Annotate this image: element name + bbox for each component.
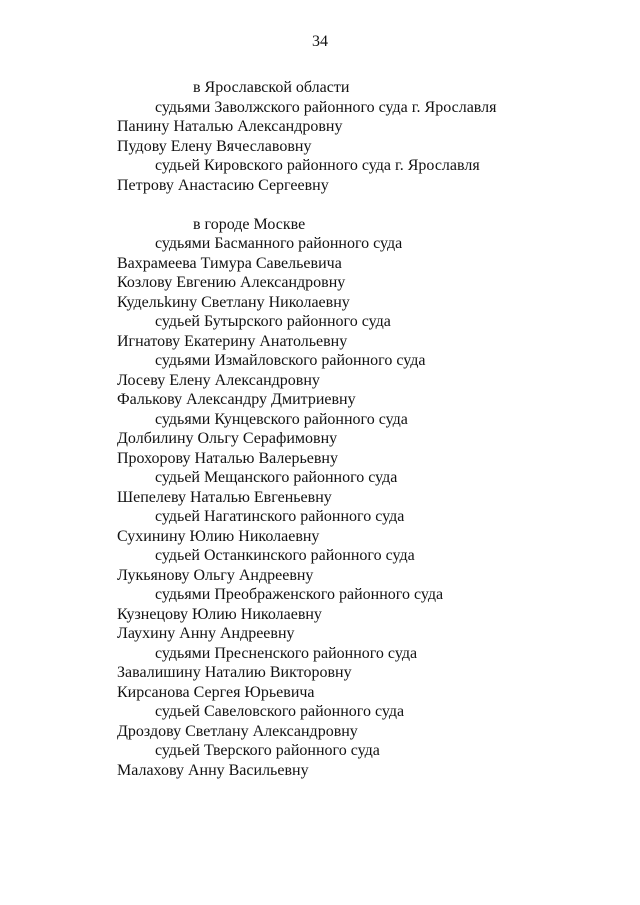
court-heading: судьей Нагатинского районного суда bbox=[155, 508, 405, 525]
judge-name: Вахрамеева Тимура Савельевича bbox=[117, 254, 342, 272]
judge-name: Шепелеву Наталью Евгеньевну bbox=[117, 488, 332, 506]
judge-name: Петрову Анастасию Сергеевну bbox=[117, 176, 329, 194]
judge-name: Фалькову Александру Дмитриевну bbox=[117, 391, 356, 408]
judge-name: Кирсанова Сергея Юрьевича bbox=[117, 683, 315, 701]
judge-name: Панину Наталью Александровну bbox=[117, 118, 343, 135]
court-heading: судьями Кунцевского районного суда bbox=[155, 410, 408, 428]
document-body bbox=[117, 78, 617, 780]
court-heading: судьями Басманного районного суда bbox=[155, 235, 403, 252]
court-heading: судьей Савеловского районного суда bbox=[155, 703, 405, 720]
court-heading: судьей Кировского районного суда г. Ярославля bbox=[155, 157, 480, 174]
judge-name: Пудову Елену Вячеславовну bbox=[117, 137, 312, 155]
court-heading: судьями Заволжского районного суда г. Ярославля bbox=[155, 98, 497, 116]
region-heading: в Ярославской области bbox=[193, 79, 350, 96]
judge-name: Кудельkину Светлану Николаевну bbox=[117, 293, 350, 311]
section-spacer bbox=[117, 195, 617, 215]
judge-name: Игнатову Екатерину Анатольевну bbox=[117, 332, 348, 350]
judge-name: Долбилину Ольгу Серафимовну bbox=[117, 430, 338, 447]
court-heading: судьей Останкинского районного суда bbox=[155, 547, 415, 564]
judge-name: Лосеву Елену Александровну bbox=[117, 371, 320, 389]
court-heading: судьей Тверского районного суда bbox=[155, 742, 380, 759]
page-number: 34 bbox=[312, 33, 328, 50]
judge-name: Дроздову Светлану Александровну bbox=[117, 722, 358, 740]
judge-name: Лаухину Анну Андреевну bbox=[117, 625, 295, 642]
court-heading: судьей Бутырского районного суда bbox=[155, 313, 391, 330]
judge-name: Прохорову Наталью Валерьевну bbox=[117, 449, 338, 467]
judge-name: Малахову Анну Васильевну bbox=[117, 761, 309, 779]
judge-name: Сухинину Юлию Николаевну bbox=[117, 527, 320, 545]
judge-name: Лукьянову Ольгу Андреевну bbox=[117, 566, 314, 584]
judge-name: Козлову Евгению Александровну bbox=[117, 274, 346, 291]
judge-name: Завалишину Наталию Викторовну bbox=[117, 664, 352, 681]
court-heading: судьями Пресненского районного суда bbox=[155, 644, 418, 662]
region-heading: в городе Москве bbox=[193, 215, 306, 233]
court-heading: судьей Мещанского районного суда bbox=[155, 469, 398, 486]
court-heading: судьями Преображенского районного суда bbox=[155, 586, 444, 603]
judge-name: Кузнецову Юлию Николаевну bbox=[117, 605, 322, 623]
court-heading: судьями Измайловского районного суда bbox=[155, 352, 426, 369]
